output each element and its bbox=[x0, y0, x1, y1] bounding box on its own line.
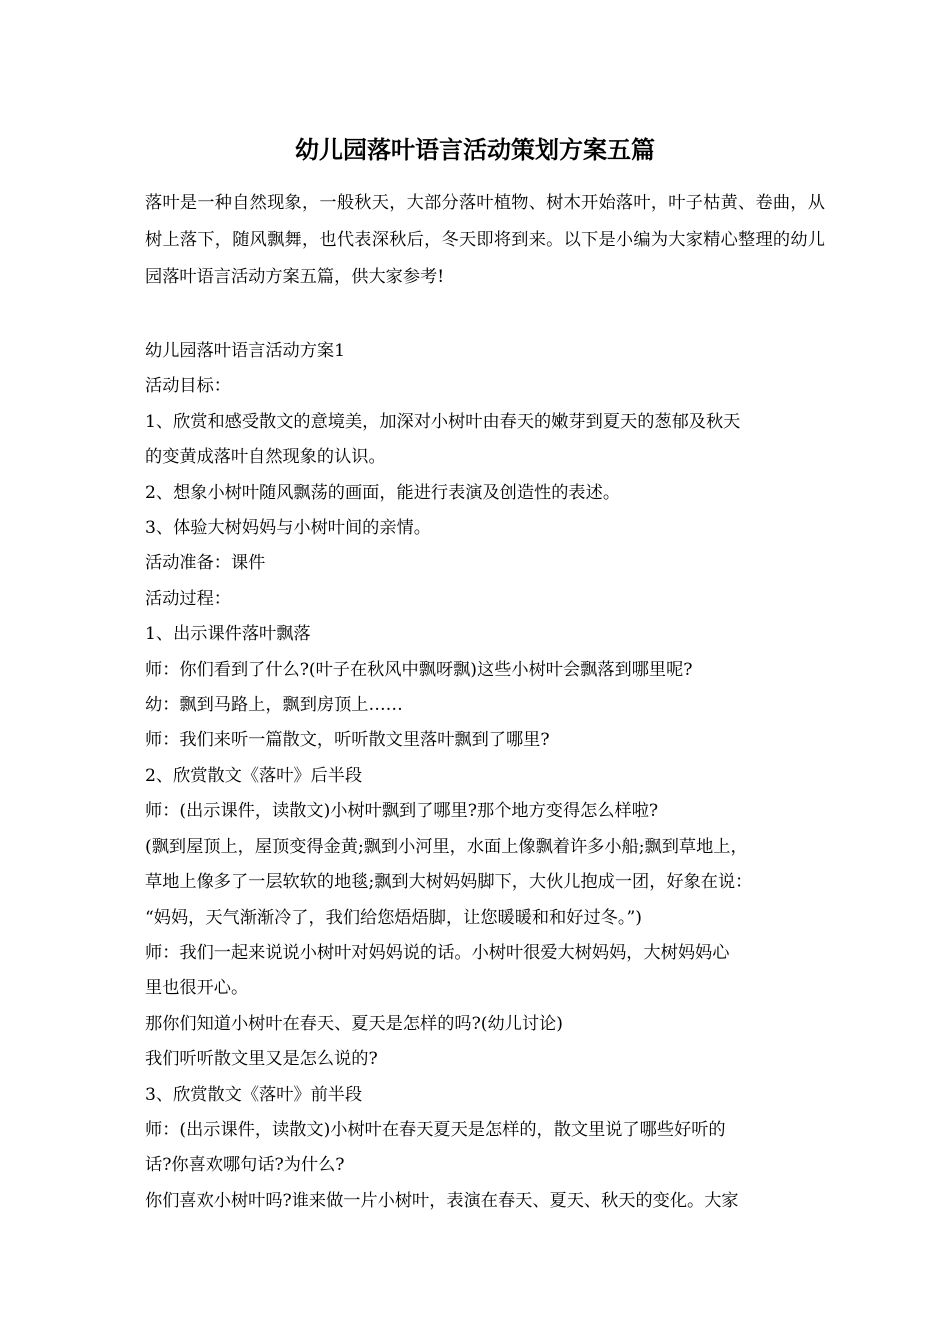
body-line: 草地上像多了一层软软的地毯;飘到大树妈妈脚下，大伙儿抱成一团，好象在说： bbox=[145, 872, 753, 893]
body-line: “妈妈，天气渐渐冷了，我们给您焐焐脚，让您暖暖和和好过冬。”) bbox=[145, 907, 642, 928]
body-line: 师：你们看到了什么?(叶子在秋风中飘呀飘)这些小树叶会飘落到哪里呢? bbox=[145, 659, 693, 680]
body-line: 活动准备：课件 bbox=[145, 553, 266, 574]
body-line: 话?你喜欢哪句话?为什么? bbox=[145, 1155, 345, 1176]
body-line: 幼儿园落叶语言活动方案1 bbox=[145, 341, 345, 361]
body-line: 活动目标： bbox=[145, 376, 231, 397]
body-line: 幼：飘到马路上，飘到房顶上…… bbox=[145, 695, 403, 716]
body-line: 师：我们一起来说说小树叶对妈妈说的话。小树叶很爱大树妈妈，大树妈妈心 bbox=[145, 942, 730, 963]
body-line: 2、想象小树叶随风飘荡的画面，能进行表演及创造性的表述。 bbox=[145, 482, 621, 503]
intro-paragraph: 落叶是一种自然现象，一般秋天，大部分落叶植物、树木开始落叶，叶子枯黄、卷曲，从树上落下，随风飘舞，也代表深秋后，冬天即将到来。以下是小编为大家精心整理的幼儿园落叶语言活动方案五篇，供大家参考! bbox=[145, 193, 825, 287]
body-line: 2、欣赏散文《落叶》后半段 bbox=[145, 765, 363, 786]
body-line: 里也很开心。 bbox=[145, 978, 249, 999]
body-line: (飘到屋顶上，屋顶变得金黄;飘到小河里，水面上像飘着许多小船;飘到草地上， bbox=[145, 836, 748, 857]
body-line: 的变黄成落叶自然现象的认识。 bbox=[145, 447, 386, 468]
body-line: 你们喜欢小树叶吗?谁来做一片小树叶，表演在春天、夏天、秋天的变化。大家 bbox=[145, 1190, 739, 1211]
body-line: 活动过程： bbox=[145, 588, 231, 609]
body-lines bbox=[145, 334, 825, 1219]
body-line: 1、欣赏和感受散文的意境美，加深对小树叶由春天的嫩芽到夏天的葱郁及秋天 bbox=[145, 411, 741, 432]
body-line: 我们听听散文里又是怎么说的? bbox=[145, 1049, 378, 1070]
body-line: 师：(出示课件，读散文)小树叶飘到了哪里?那个地方变得怎么样啦? bbox=[145, 801, 659, 822]
body-line: 3、欣赏散文《落叶》前半段 bbox=[145, 1084, 363, 1105]
document-title: 幼儿园落叶语言活动策划方案五篇 bbox=[295, 135, 655, 164]
body-line: 1、出示课件落叶飘落 bbox=[145, 624, 311, 645]
body-line: 3、体验大树妈妈与小树叶间的亲情。 bbox=[145, 518, 431, 539]
body-line: 师：(出示课件，读散文)小树叶在春天夏天是怎样的，散文里说了哪些好听的 bbox=[145, 1119, 726, 1140]
document-body bbox=[145, 185, 825, 1219]
paragraph-spacer bbox=[145, 296, 825, 334]
body-line: 师：我们来听一篇散文，听听散文里落叶飘到了哪里? bbox=[145, 730, 550, 751]
body-line: 那你们知道小树叶在春天、夏天是怎样的吗?(幼儿讨论) bbox=[145, 1013, 563, 1034]
